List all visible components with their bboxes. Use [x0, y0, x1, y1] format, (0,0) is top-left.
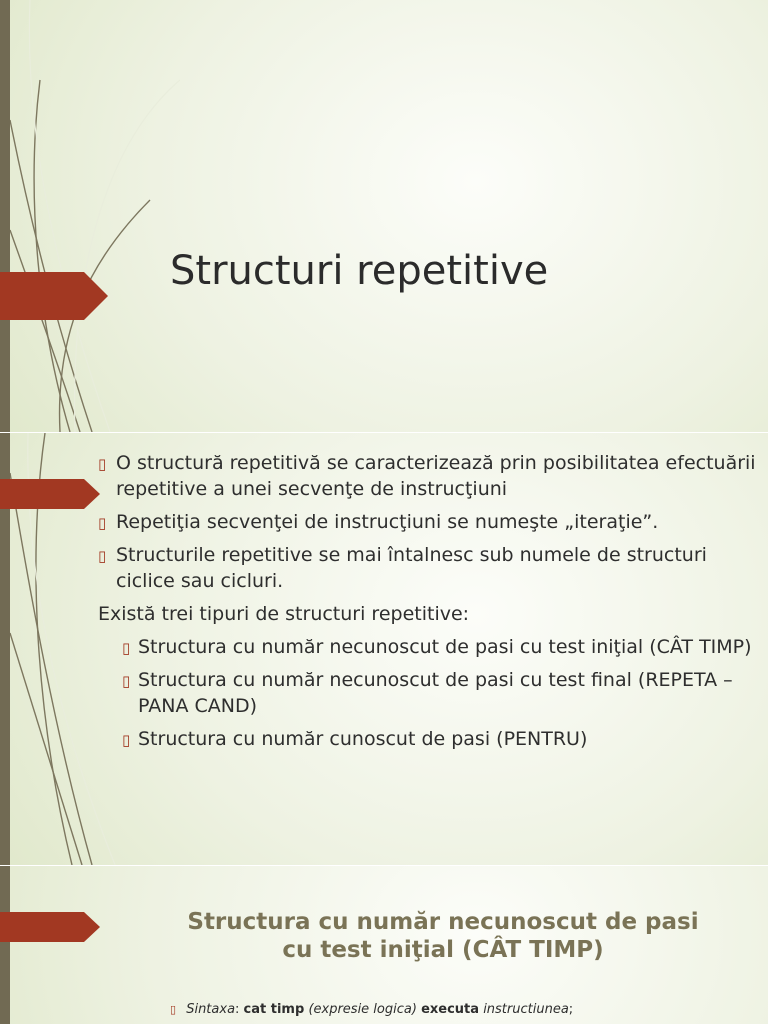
bullet-arrow-icon: ▯ [122, 672, 131, 690]
intro-line: Există trei tipuri de structuri repetitive: [98, 603, 470, 625]
bullet-item [98, 542, 758, 594]
slide-cat-timp [0, 866, 768, 1024]
bullet-arrow-icon: ▯ [98, 514, 107, 532]
sub-bullet-text: Structura cu număr necunoscut de pasi cu test iniţial (CÂT TIMP) [138, 636, 752, 658]
sub-bullet-item [98, 667, 758, 719]
bullet-text: Structurile repetitive se mai întalnesc sub numele de structuri ciclice sau cicluri. [116, 544, 707, 592]
expression-text: (expresie logica) [308, 1002, 417, 1017]
decorative-swirl [0, 0, 180, 432]
bullet-item [98, 509, 758, 535]
bullet-arrow-icon: ▯ [122, 639, 131, 657]
sub-bullet-item [98, 634, 758, 660]
statement-text: instructiunea [483, 1002, 569, 1017]
bullet-arrow-icon: ▯ [122, 731, 131, 749]
bullet-arrow-icon: ▯ [170, 1003, 177, 1016]
left-accent-bar [0, 0, 10, 432]
keyword-cat-timp: cat timp [243, 1002, 305, 1017]
bullet-item [98, 450, 758, 502]
red-arrow-tab [0, 479, 100, 509]
keyword-executa: executa [421, 1002, 480, 1017]
sub-bullet-item [98, 726, 758, 752]
bullet-text: O structură repetitivă se caracterizează prin posibilitatea efectuării repetitive a unei secvenţe de instrucţiuni [116, 452, 756, 500]
slide-content [0, 433, 768, 865]
left-accent-bar [0, 866, 10, 1024]
syntax-label: Sintaxa [186, 1002, 236, 1017]
red-arrow-tab [0, 912, 100, 942]
slide-title [0, 0, 768, 432]
sub-bullet-text: Structura cu număr necunoscut de pasi cu test final (REPETA –PANA CAND) [138, 669, 733, 717]
bullet-list [98, 450, 758, 759]
bullet-arrow-icon: ▯ [98, 547, 107, 565]
syntax-end: ; [568, 1002, 574, 1017]
bullet-arrow-icon: ▯ [98, 455, 107, 473]
syntax-colon: : [235, 1002, 244, 1017]
slide-heading: Structura cu număr necunoscut de pasi cu test iniţial (CÂT TIMP) [187, 909, 699, 963]
syntax-line [170, 1002, 573, 1017]
sub-bullet-text: Structura cu număr cunoscut de pasi (PENTRU) [138, 728, 588, 750]
bullet-text: Repetiţia secvenţei de instrucţiuni se numeşte „iteraţie”. [116, 511, 659, 533]
slide-title-text: Structuri repetitive [170, 248, 549, 294]
